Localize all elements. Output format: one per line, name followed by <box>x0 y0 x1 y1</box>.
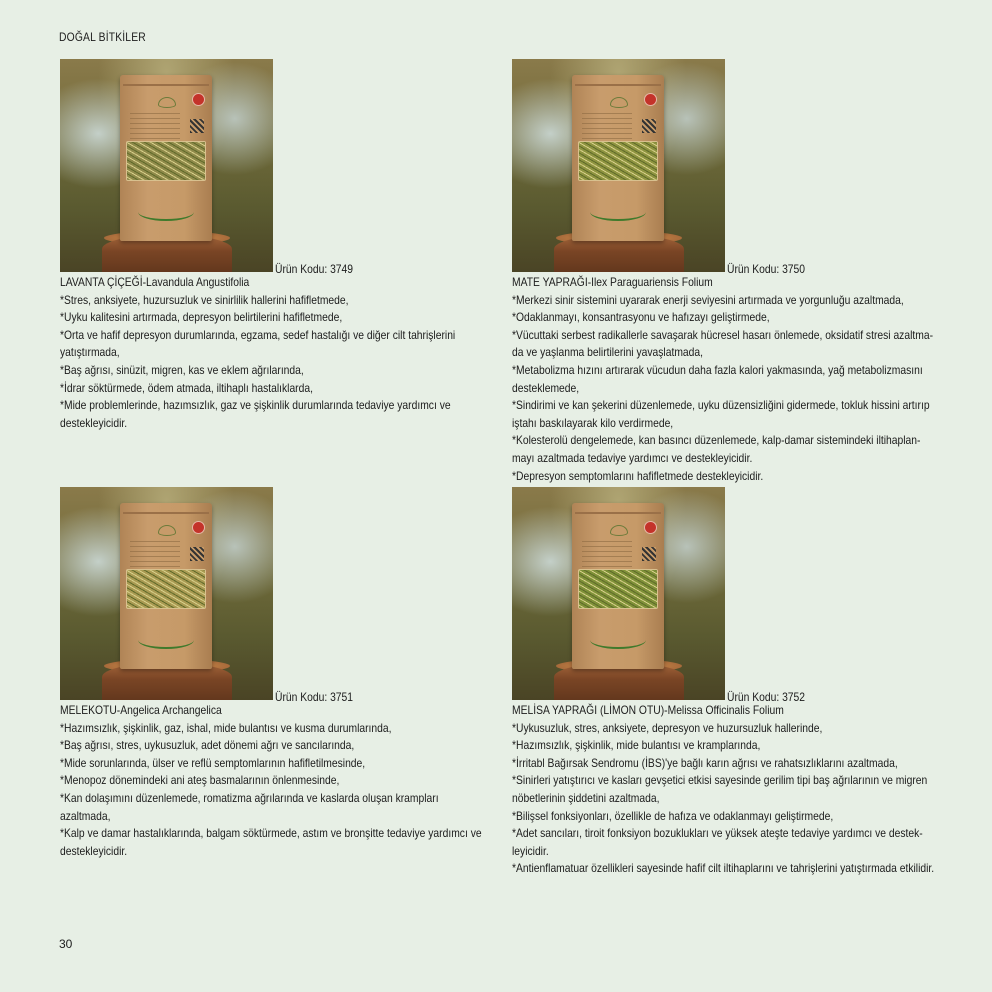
product-photo <box>60 487 273 700</box>
benefit-item: *Stres, anksiyete, huzursuzluk ve sinirlilik hallerini hafifletmede, <box>60 292 349 307</box>
benefit-item: *Orta ve hafif depresyon durumlarında, egzama, sedef hastalığı ve diğer cilt tahrişlerini yatıştırmada, <box>60 327 456 360</box>
benefit-item: *Metabolizma hızını artırarak vücudun daha fazla kalori yakmasında, yağ metabolizmasını desteklemede, <box>512 362 923 395</box>
qr-code-icon <box>642 119 656 133</box>
product-bag <box>120 75 212 241</box>
qr-code-icon <box>190 547 204 561</box>
product-photo-row <box>512 487 942 704</box>
benefit-item: *Baş ağrısı, stres, uykusuzluk, adet dönemi ağrı ve sancılarında, <box>60 738 355 753</box>
bag-zipper <box>575 84 661 86</box>
benefit-item: *Sinirleri yatıştırıcı ve kasları gevşetici etkisi sayesinde gerilim tipi baş ağrılarının ve migren nöbetlerinin şiddetini azaltmada, <box>512 773 928 805</box>
product-code: Ürün Kodu: 3749 <box>275 262 354 276</box>
product-description <box>512 702 942 878</box>
benefit-item: *Menopoz dönemindeki ani ateş basmalarının önlenmesinde, <box>60 773 340 788</box>
badge-icon <box>192 521 205 534</box>
benefit-item: *Merkezi sinir sistemini uyararak enerji seviyesini artırmada ve yorgunluğu azaltmada, <box>512 292 904 307</box>
product-photo <box>512 59 725 272</box>
product-card <box>60 59 490 432</box>
product-bag <box>120 503 212 669</box>
product-description <box>60 274 490 432</box>
benefit-item: *Hazımsızlık, şişkinlik, mide bulantısı ve kramplarında, <box>512 738 761 753</box>
product-bag <box>572 75 664 241</box>
product-description <box>512 274 942 485</box>
product-title: MELEKOTU-Angelica Archangelica <box>60 703 222 717</box>
brand-logo-icon <box>590 203 646 221</box>
brand-logo-icon <box>138 203 194 221</box>
leaf-icon <box>610 97 628 108</box>
product-card <box>60 487 490 860</box>
brand-logo-icon <box>590 631 646 649</box>
benefit-item: *Vücuttaki serbest radikallerle savaşarak hücresel hasarı önlemede, oksidatif stresi azaltma-da ve yaşlanma belirtilerini yavaşlatmada, <box>512 327 934 360</box>
leaf-icon <box>610 525 628 536</box>
benefit-item: *Odaklanmayı, konsantrasyonu ve hafızayı geliştirmede, <box>512 310 770 325</box>
page-header: DOĞAL BİTKİLER <box>59 30 146 44</box>
bag-zipper <box>123 512 209 514</box>
product-title: MATE YAPRAĞI-Ilex Paraguariensis Folium <box>512 275 713 289</box>
badge-icon <box>644 93 657 106</box>
benefit-item: *Bilişsel fonksiyonları, özellikle de hafıza ve odaklanmayı geliştirmede, <box>512 808 834 823</box>
product-bag <box>572 503 664 669</box>
leaf-icon <box>158 525 176 536</box>
leaf-icon <box>158 97 176 108</box>
benefit-item: *Mide problemlerinde, hazımsızlık, gaz ve şişkinlik durumlarında tedaviye yardımcı ve destekleyicidir. <box>60 398 451 430</box>
bag-label-lines <box>130 541 180 567</box>
product-description <box>60 702 490 860</box>
benefit-item: *Kolesterolü dengelemede, kan basıncı düzenlemede, kalp-damar sistemindeki iltihaplan-mayı azaltmada tedaviye yardımcı ve destekleyicidir. <box>512 433 921 465</box>
benefit-item: *Adet sancıları, tiroit fonksiyon bozuklukları ve yüksek ateşte tedaviye yardımcı ve destek-leyicidir. <box>512 826 923 858</box>
benefit-item: *Antienflamatuar özellikleri sayesinde hafif cilt iltihaplarını ve tahrişlerini yatıştırmada etkilidir. <box>512 861 935 876</box>
badge-icon <box>192 93 205 106</box>
bag-herb-window <box>126 569 206 609</box>
product-code: Ürün Kodu: 3752 <box>727 690 806 704</box>
product-title: MELİSA YAPRAĞI (LİMON OTU)-Melissa Officinalis Folium <box>512 703 784 717</box>
bag-label-lines <box>130 113 180 139</box>
benefit-item: *Kan dolaşımını düzenlemede, romatizma ağrılarında ve kaslarda oluşan krampları azaltmada, <box>60 790 439 823</box>
benefit-item: *Uyku kalitesini artırmada, depresyon belirtilerini hafifletmede, <box>60 310 343 325</box>
product-photo-row <box>512 59 942 276</box>
product-card <box>512 487 942 878</box>
bag-herb-window <box>578 569 658 609</box>
product-photo-row <box>60 487 490 704</box>
benefit-item: *İrritabl Bağırsak Sendromu (İBS)'ye bağlı karın ağrısı ve rahatsızlıklarını azaltmada, <box>512 755 898 770</box>
product-title: LAVANTA ÇİÇEĞİ-Lavandula Angustifolia <box>60 275 250 289</box>
badge-icon <box>644 521 657 534</box>
product-code: Ürün Kodu: 3751 <box>275 690 354 704</box>
bag-herb-window <box>126 141 206 181</box>
bag-label-lines <box>582 113 632 139</box>
product-card <box>512 59 942 485</box>
benefit-item: *Mide sorunlarında, ülser ve reflü semptomlarının hafifletilmesinde, <box>60 755 366 770</box>
benefit-item: *Depresyon semptomlarını hafifletmede destekleyicidir. <box>512 468 764 483</box>
page-number: 30 <box>59 937 73 951</box>
brand-logo-icon <box>138 631 194 649</box>
bag-herb-window <box>578 141 658 181</box>
benefit-item: *Sindirimi ve kan şekerini düzenlemede, uyku düzensizliğini gidermede, tokluk hissini artırıp iştahı baskılayarak kilo verdirmede, <box>512 398 930 430</box>
bag-label-lines <box>582 541 632 567</box>
product-photo-row <box>60 59 490 276</box>
bag-zipper <box>123 84 209 86</box>
benefit-item: *Uykusuzluk, stres, anksiyete, depresyon ve huzursuzluk hallerinde, <box>512 720 823 735</box>
benefit-item: *Kalp ve damar hastalıklarında, balgam söktürmede, astım ve bronşitte tedaviye yardımcı ve destekleyicidir. <box>60 826 482 858</box>
product-photo <box>60 59 273 272</box>
product-photo <box>512 487 725 700</box>
product-code: Ürün Kodu: 3750 <box>727 262 806 276</box>
benefit-item: *İdrar söktürmede, ödem atmada, iltihaplı hastalıklarda, <box>60 380 313 395</box>
qr-code-icon <box>642 547 656 561</box>
benefit-item: *Hazımsızlık, şişkinlik, gaz, ishal, mide bulantısı ve kusma durumlarında, <box>60 720 392 735</box>
qr-code-icon <box>190 119 204 133</box>
benefit-item: *Baş ağrısı, sinüzit, migren, kas ve eklem ağrılarında, <box>60 362 304 377</box>
bag-zipper <box>575 512 661 514</box>
